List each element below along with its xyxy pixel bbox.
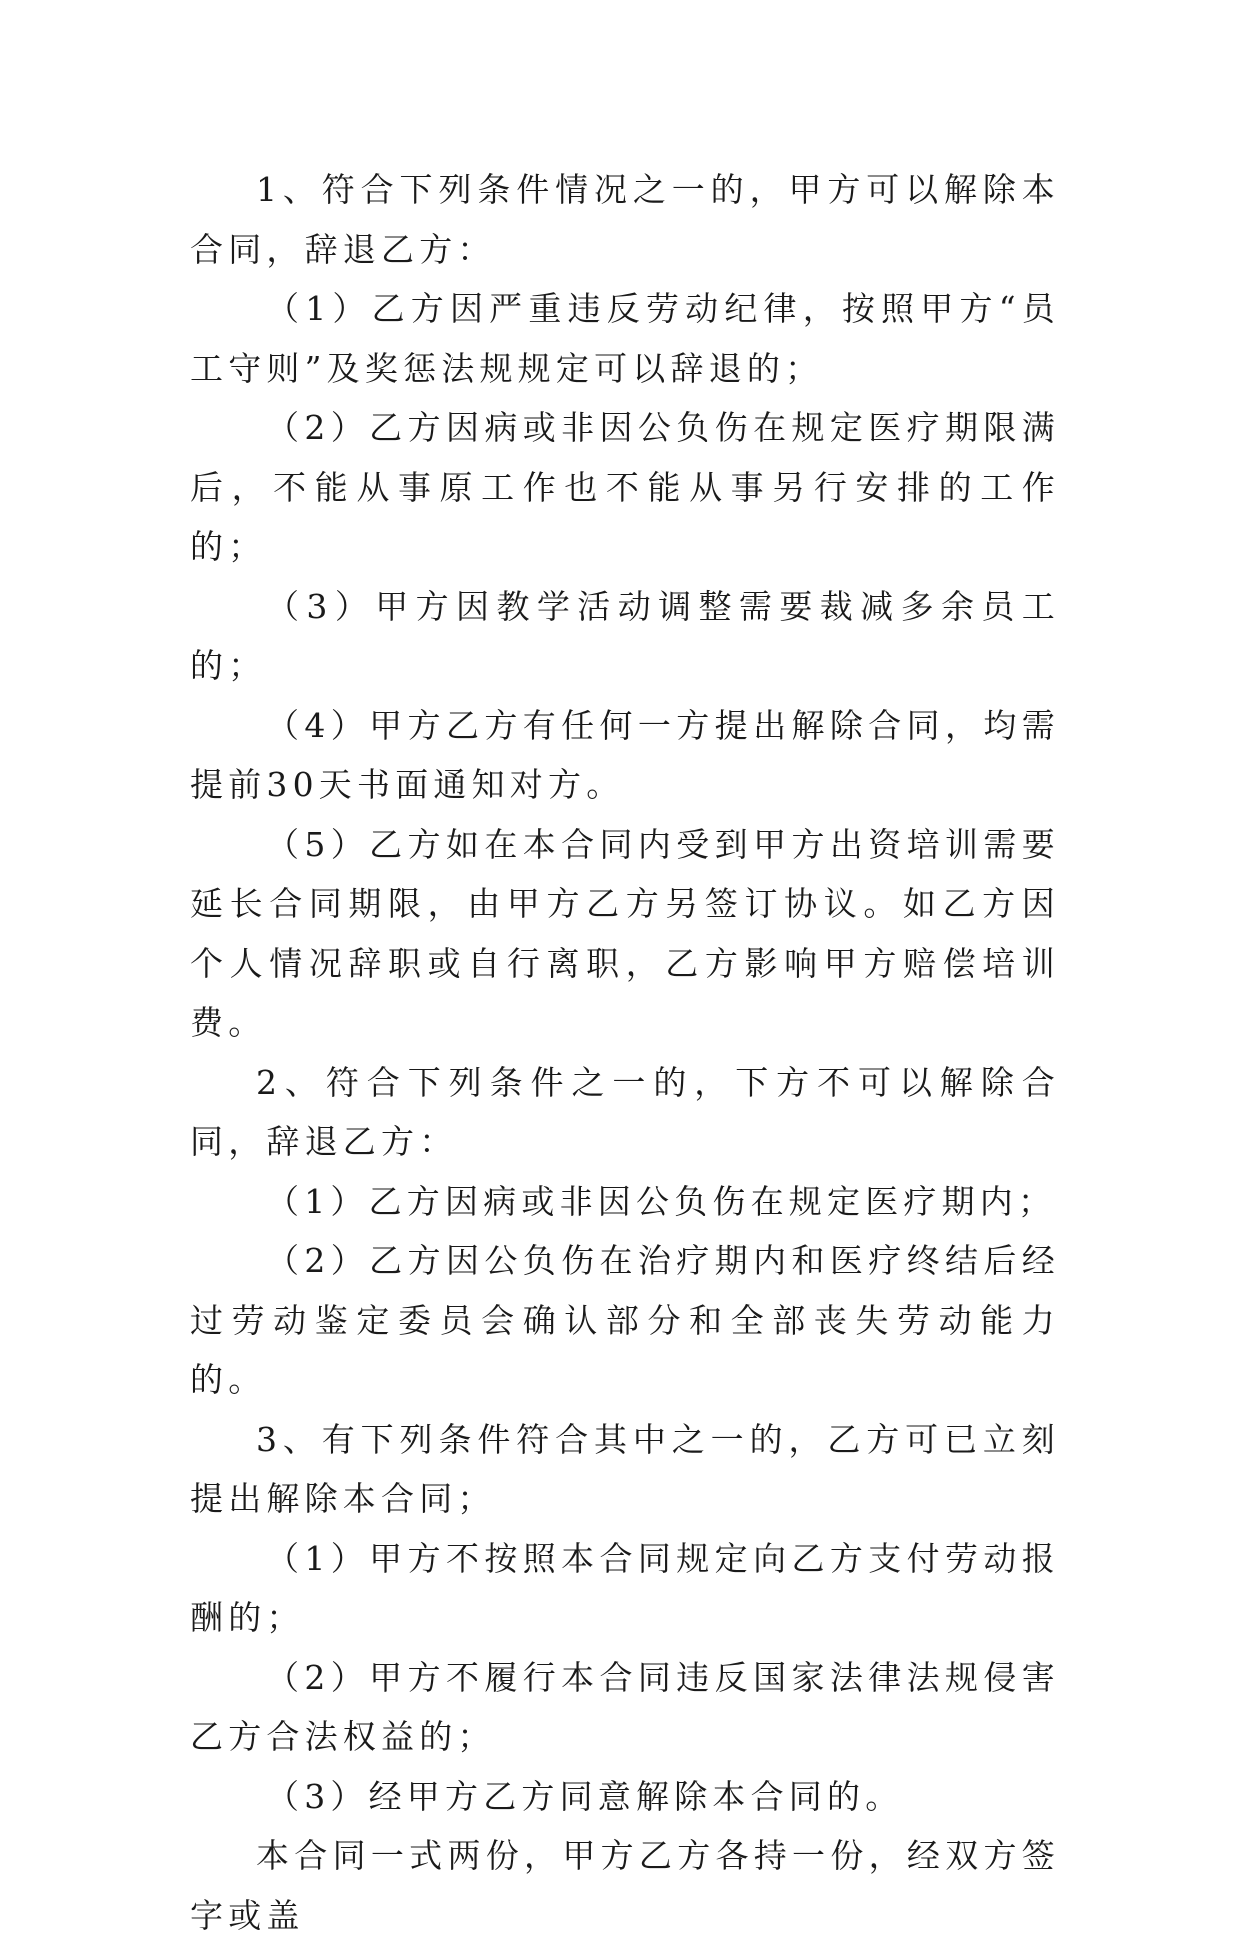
clause-1-item-3: （3）甲方因教学活动调整需要裁减多余员工的； [190,586,1060,685]
clause-1-item-4: （4）甲方乙方有任何一方提出解除合同，均需提前30天书面通知对方。 [190,705,1060,804]
clause-3: 3、有下列条件符合其中之一的，乙方可已立刻提出解除本合同； [190,1419,1060,1518]
clause-1: 1、符合下列条件情况之一的，甲方可以解除本合同，辞退乙方： [190,170,1060,269]
clause-2-item-1: （1）乙方因病或非因公负伤在规定医疗期内； [266,1181,1057,1221]
closing-paragraph: 本合同一式两份，甲方乙方各持一份，经双方签字或盖 [190,1836,1060,1935]
clause-2: 2、符合下列条件之一的，下方不可以解除合同，辞退乙方： [190,1062,1060,1161]
clause-1-item-5: （5）乙方如在本合同内受到甲方出资培训需要延长合同期限，由甲方乙方另签订协议。如乙方因个人情况辞职或自行离职，乙方影响甲方赔偿培训费。 [190,824,1060,1042]
clause-1-item-1: （1）乙方因严重违反劳动纪律，按照甲方“员工守则”及奖惩法规规定可以辞退的； [190,289,1060,388]
clause-3-item-3: （3）经甲方乙方同意解除本合同的。 [266,1776,904,1816]
document-body [190,160,1060,1945]
clause-2-item-2: （2）乙方因公负伤在治疗期内和医疗终结后经过劳动鉴定委员会确认部分和全部丧失劳动能力的。 [190,1241,1060,1399]
clause-3-item-1: （1）甲方不按照本合同规定向乙方支付劳动报酬的； [190,1538,1060,1637]
clause-3-item-2: （2）甲方不履行本合同违反国家法律法规侵害乙方合法权益的； [190,1657,1060,1756]
clause-1-item-2: （2）乙方因病或非因公负伤在规定医疗期限满后，不能从事原工作也不能从事另行安排的工作的； [190,408,1060,566]
